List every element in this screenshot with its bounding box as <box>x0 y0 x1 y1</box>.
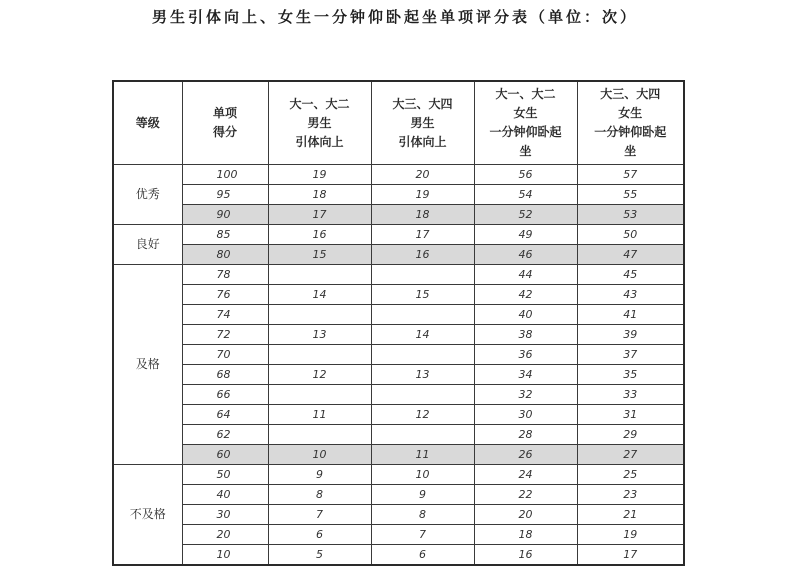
female-year12-cell: 46 <box>474 245 577 265</box>
male-year34-cell <box>371 265 474 285</box>
table-row <box>113 525 684 545</box>
male-year12-cell: 12 <box>268 365 371 385</box>
header-points: 单项 得分 <box>182 81 268 165</box>
female-year12-cell: 24 <box>474 465 577 485</box>
male-year34-cell: 18 <box>371 205 474 225</box>
male-year34-cell: 16 <box>371 245 474 265</box>
male-year12-cell <box>268 305 371 325</box>
male-year34-cell: 11 <box>371 445 474 465</box>
female-year12-cell: 40 <box>474 305 577 325</box>
male-year34-cell <box>371 305 474 325</box>
score-points-cell: 64 <box>182 405 268 425</box>
score-points-cell: 40 <box>182 485 268 505</box>
female-year34-cell: 29 <box>577 425 684 445</box>
table-row <box>113 285 684 305</box>
table-row <box>113 325 684 345</box>
table-row <box>113 365 684 385</box>
female-year12-cell: 56 <box>474 165 577 185</box>
table-row <box>113 385 684 405</box>
score-points-cell: 80 <box>182 245 268 265</box>
header-male-year34: 大三、大四 男生 引体向上 <box>371 81 474 165</box>
female-year12-cell: 20 <box>474 505 577 525</box>
score-points-cell: 62 <box>182 425 268 445</box>
male-year12-cell: 17 <box>268 205 371 225</box>
grade-label: 良好 <box>113 225 182 265</box>
female-year34-cell: 31 <box>577 405 684 425</box>
score-points-cell: 70 <box>182 345 268 365</box>
table-row <box>113 205 684 225</box>
female-year34-cell: 43 <box>577 285 684 305</box>
female-year12-cell: 22 <box>474 485 577 505</box>
male-year34-cell: 20 <box>371 165 474 185</box>
grade-label: 及格 <box>113 265 182 465</box>
male-year34-cell: 7 <box>371 525 474 545</box>
score-points-cell: 68 <box>182 365 268 385</box>
female-year34-cell: 21 <box>577 505 684 525</box>
male-year12-cell: 7 <box>268 505 371 525</box>
male-year12-cell <box>268 345 371 365</box>
score-points-cell: 95 <box>182 185 268 205</box>
male-year34-cell: 14 <box>371 325 474 345</box>
female-year34-cell: 55 <box>577 185 684 205</box>
header-female-year12: 大一、大二 女生 一分钟仰卧起 坐 <box>474 81 577 165</box>
female-year12-cell: 18 <box>474 525 577 545</box>
male-year34-cell: 19 <box>371 185 474 205</box>
female-year34-cell: 35 <box>577 365 684 385</box>
female-year12-cell: 28 <box>474 425 577 445</box>
female-year34-cell: 37 <box>577 345 684 365</box>
male-year34-cell: 9 <box>371 485 474 505</box>
score-points-cell: 60 <box>182 445 268 465</box>
table-row <box>113 265 684 285</box>
male-year34-cell: 17 <box>371 225 474 245</box>
female-year12-cell: 32 <box>474 385 577 405</box>
male-year12-cell: 19 <box>268 165 371 185</box>
female-year34-cell: 23 <box>577 485 684 505</box>
male-year34-cell: 12 <box>371 405 474 425</box>
table-row <box>113 185 684 205</box>
male-year12-cell: 16 <box>268 225 371 245</box>
male-year12-cell: 13 <box>268 325 371 345</box>
male-year12-cell: 6 <box>268 525 371 545</box>
female-year34-cell: 45 <box>577 265 684 285</box>
score-points-cell: 20 <box>182 525 268 545</box>
table-row <box>113 225 684 245</box>
male-year12-cell: 10 <box>268 445 371 465</box>
female-year12-cell: 44 <box>474 265 577 285</box>
male-year12-cell <box>268 265 371 285</box>
table-header-row <box>113 81 684 165</box>
table-row <box>113 405 684 425</box>
female-year12-cell: 54 <box>474 185 577 205</box>
male-year34-cell: 10 <box>371 465 474 485</box>
female-year34-cell: 33 <box>577 385 684 405</box>
female-year34-cell: 25 <box>577 465 684 485</box>
header-female-year34: 大三、大四 女生 一分钟仰卧起 坐 <box>577 81 684 165</box>
table-row <box>113 505 684 525</box>
table-row <box>113 165 684 185</box>
male-year34-cell: 13 <box>371 365 474 385</box>
female-year34-cell: 47 <box>577 245 684 265</box>
score-points-cell: 85 <box>182 225 268 245</box>
table-row <box>113 305 684 325</box>
male-year12-cell <box>268 385 371 405</box>
female-year34-cell: 57 <box>577 165 684 185</box>
table-body <box>113 165 684 566</box>
score-points-cell: 74 <box>182 305 268 325</box>
male-year12-cell: 8 <box>268 485 371 505</box>
header-grade: 等级 <box>113 81 182 165</box>
grade-label: 不及格 <box>113 465 182 566</box>
male-year34-cell: 6 <box>371 545 474 566</box>
score-points-cell: 66 <box>182 385 268 405</box>
score-table <box>112 80 685 566</box>
female-year34-cell: 39 <box>577 325 684 345</box>
table-row <box>113 545 684 566</box>
female-year12-cell: 42 <box>474 285 577 305</box>
score-points-cell: 72 <box>182 325 268 345</box>
female-year34-cell: 41 <box>577 305 684 325</box>
score-points-cell: 76 <box>182 285 268 305</box>
male-year12-cell: 15 <box>268 245 371 265</box>
male-year12-cell: 11 <box>268 405 371 425</box>
female-year12-cell: 26 <box>474 445 577 465</box>
table-row <box>113 245 684 265</box>
female-year34-cell: 27 <box>577 445 684 465</box>
male-year34-cell <box>371 385 474 405</box>
female-year34-cell: 53 <box>577 205 684 225</box>
score-points-cell: 10 <box>182 545 268 566</box>
male-year34-cell <box>371 345 474 365</box>
table-row <box>113 425 684 445</box>
grade-label: 优秀 <box>113 165 182 225</box>
table-row <box>113 465 684 485</box>
female-year12-cell: 30 <box>474 405 577 425</box>
female-year12-cell: 38 <box>474 325 577 345</box>
score-points-cell: 50 <box>182 465 268 485</box>
female-year12-cell: 34 <box>474 365 577 385</box>
score-points-cell: 78 <box>182 265 268 285</box>
table-row <box>113 485 684 505</box>
header-male-year12: 大一、大二 男生 引体向上 <box>268 81 371 165</box>
page-title: 男生引体向上、女生一分钟仰卧起坐单项评分表（单位：次） <box>151 8 638 26</box>
male-year12-cell: 5 <box>268 545 371 566</box>
female-year34-cell: 17 <box>577 545 684 566</box>
male-year34-cell <box>371 425 474 445</box>
male-year12-cell: 14 <box>268 285 371 305</box>
score-points-cell: 30 <box>182 505 268 525</box>
female-year12-cell: 16 <box>474 545 577 566</box>
table-row <box>113 345 684 365</box>
male-year12-cell: 18 <box>268 185 371 205</box>
score-points-cell: 100 <box>182 165 268 185</box>
male-year12-cell: 9 <box>268 465 371 485</box>
female-year34-cell: 19 <box>577 525 684 545</box>
female-year12-cell: 36 <box>474 345 577 365</box>
female-year34-cell: 50 <box>577 225 684 245</box>
male-year34-cell: 8 <box>371 505 474 525</box>
male-year34-cell: 15 <box>371 285 474 305</box>
male-year12-cell <box>268 425 371 445</box>
score-points-cell: 90 <box>182 205 268 225</box>
female-year12-cell: 49 <box>474 225 577 245</box>
table-row <box>113 445 684 465</box>
female-year12-cell: 52 <box>474 205 577 225</box>
